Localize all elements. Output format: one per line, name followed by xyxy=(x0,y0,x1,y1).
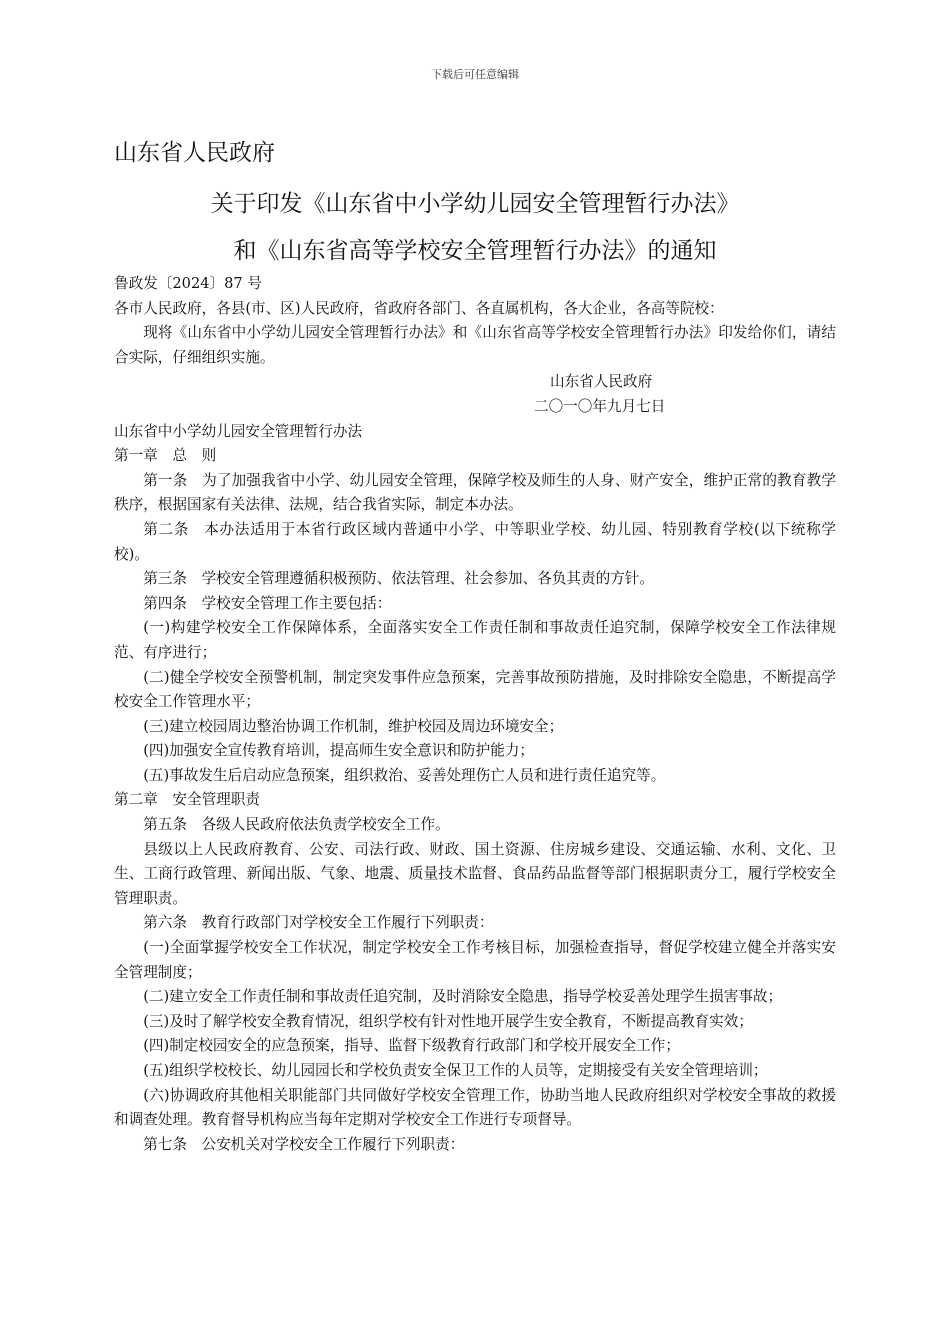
article-item: (四)加强安全宣传教育培训，提高师生安全意识和防护能力； xyxy=(143,742,535,760)
signature-org: 山东省人民政府 xyxy=(550,373,653,391)
chapter-heading: 第二章 安全管理职责 xyxy=(114,791,260,809)
chapter-heading: 第一章 总 则 xyxy=(114,447,217,465)
article-item: (二)建立安全工作责任制和事故责任追究制，及时消除安全隐患，指导学校妥善处理学生损害事故； xyxy=(143,988,783,1006)
document-title-line-1: 关于印发《山东省中小学幼儿园安全管理暂行办法》 xyxy=(210,191,740,217)
measures-title: 山东省中小学幼儿园安全管理暂行办法 xyxy=(114,422,363,440)
document-body xyxy=(114,272,836,1157)
article: 第三条 学校安全管理遵循积极预防、依法管理、社会参加、各负其责的方针。 xyxy=(143,570,654,588)
article: 第一条 为了加强我省中小学、幼儿园安全管理，保障学校及师生的人身、财产安全，维护正常的教育教学秩序，根据国家有关法律、法规，结合我省实际，制定本办法。 xyxy=(114,471,836,514)
article: 第六条 教育行政部门对学校安全工作履行下列职责： xyxy=(143,914,494,932)
article: 第五条 各级人民政府依法负责学校安全工作。 xyxy=(143,816,450,834)
signature-date: 二〇一〇年九月七日 xyxy=(534,397,666,415)
article: 第二条 本办法适用于本省行政区域内普通中小学、中等职业学校、幼儿园、特别教育学校(以下统称学校)。 xyxy=(114,520,836,563)
article-item: (三)建立校园周边整治协调工作机制，维护校园及周边环境安全； xyxy=(143,717,564,735)
header-note: 下载后可任意编辑 xyxy=(431,68,519,81)
article-item: (一)全面掌握学校安全工作状况，制定学校安全工作考核目标，加强检查指导，督促学校建立健全并落实安全管理制度； xyxy=(114,939,836,981)
article-paragraph: 县级以上人民政府教育、公安、司法行政、财政、国土资源、住房城乡建设、交通运输、水利、文化、卫生、工商行政管理、新闻出版、气象、地震、质量技术监督、食品药品监督等部门根据职责分工，履行学校安全管理职责。 xyxy=(114,840,836,907)
recipients: 各市人民政府，各县(市、区)人民政府，省政府各部门、各直属机构，各大企业，各高等院校： xyxy=(114,299,724,317)
document-number: 鲁政发〔2024〕87 号 xyxy=(114,275,262,292)
article: 第七条 公安机关对学校安全工作履行下列职责： xyxy=(143,1135,465,1153)
article-item: (六)协调政府其他相关职能部门共同做好学校安全管理工作，协助当地人民政府组织对学校安全事故的救援和调查处理。教育督导机构应当每年定期对学校安全工作进行专项督导。 xyxy=(114,1086,836,1129)
article-item: (一)构建学校安全工作保障体系，全面落实安全工作责任制和事故责任追究制，保障学校安全工作法律规范、有序进行； xyxy=(114,619,836,661)
document-title-line-2: 和《山东省高等学校安全管理暂行办法》的通知 xyxy=(233,238,717,264)
notice-body: 现将《山东省中小学幼儿园安全管理暂行办法》和《山东省高等学校安全管理暂行办法》印发给你们，请结合实际，仔细组织实施。 xyxy=(114,324,836,366)
article-item: (五)组织学校校长、幼儿园园长和学校负责安全保卫工作的人员等，定期接受有关安全管理培训； xyxy=(143,1062,768,1079)
issuer-title: 山东省人民政府 xyxy=(114,140,275,166)
article-item: (二)健全学校安全预警机制，制定突发事件应急预案，完善事故预防措施，及时排除安全隐患，不断提高学校安全工作管理水平； xyxy=(114,668,836,711)
article-item: (四)制定校园安全的应急预案，指导、监督下级教育行政部门和学校开展安全工作； xyxy=(143,1037,680,1055)
article-item: (五)事故发生后启动应急预案，组织救治、妥善处理伤亡人员和进行责任追究等。 xyxy=(143,766,666,784)
article-item: (三)及时了解学校安全教育情况，组织学校有针对性地开展学生安全教育，不断提高教育实效； xyxy=(143,1012,753,1030)
article: 第四条 学校安全管理工作主要包括： xyxy=(143,594,392,612)
